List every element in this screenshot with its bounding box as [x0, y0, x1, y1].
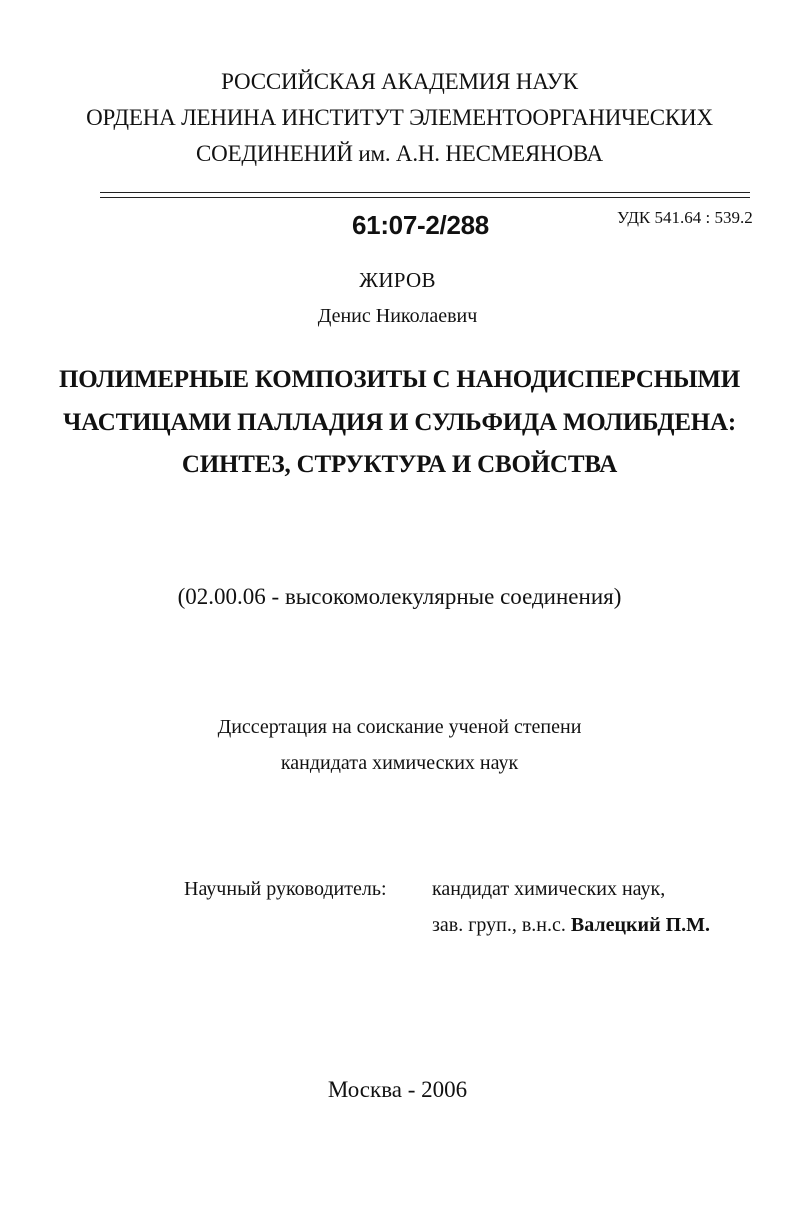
supervisor-name: Валецкий П.М. [570, 914, 711, 936]
institution-line-3: СОЕДИНЕНИЙ им. А.Н. НЕСМЕЯНОВА [196, 141, 603, 166]
degree-line-2: кандидата химических наук [280, 752, 519, 774]
header-rule-top [100, 192, 750, 193]
institution-line-2: ОРДЕНА ЛЕНИНА ИНСТИТУТ ЭЛЕМЕНТООРГАНИЧЕСКИХ [86, 105, 713, 130]
city-year: Москва - 2006 [327, 1077, 468, 1102]
thesis-title-line-3: СИНТЕЗ, СТРУКТУРА И СВОЙСТВА [181, 451, 618, 478]
author-surname: ЖИРОВ [359, 268, 436, 292]
thesis-title-line-2: ЧАСТИЦАМИ ПАЛЛАДИЯ И СУЛЬФИДА МОЛИБДЕНА: [62, 409, 737, 436]
supervisor-position-line [432, 914, 710, 937]
supervisor-degree: кандидат химических наук, [432, 878, 666, 900]
author-given-names: Денис Николаевич [317, 305, 478, 327]
udk-code: УДК 541.64 : 539.2 [617, 208, 753, 227]
degree-line-1: Диссертация на соискание ученой степени [217, 716, 582, 738]
supervisor-label: Научный руководитель: [184, 878, 387, 900]
specialty-code: (02.00.06 - высокомолекулярные соединения) [177, 584, 622, 609]
header-rule-bottom [100, 197, 750, 198]
supervisor-position: зав. груп., в.н.с. [432, 914, 566, 936]
institution-line-1: РОССИЙСКАЯ АКАДЕМИЯ НАУК [221, 69, 578, 94]
thesis-title-line-1: ПОЛИМЕРНЫЕ КОМПОЗИТЫ С НАНОДИСПЕРСНЫМИ [58, 366, 741, 393]
catalog-number: 61:07-2/288 [352, 210, 489, 240]
